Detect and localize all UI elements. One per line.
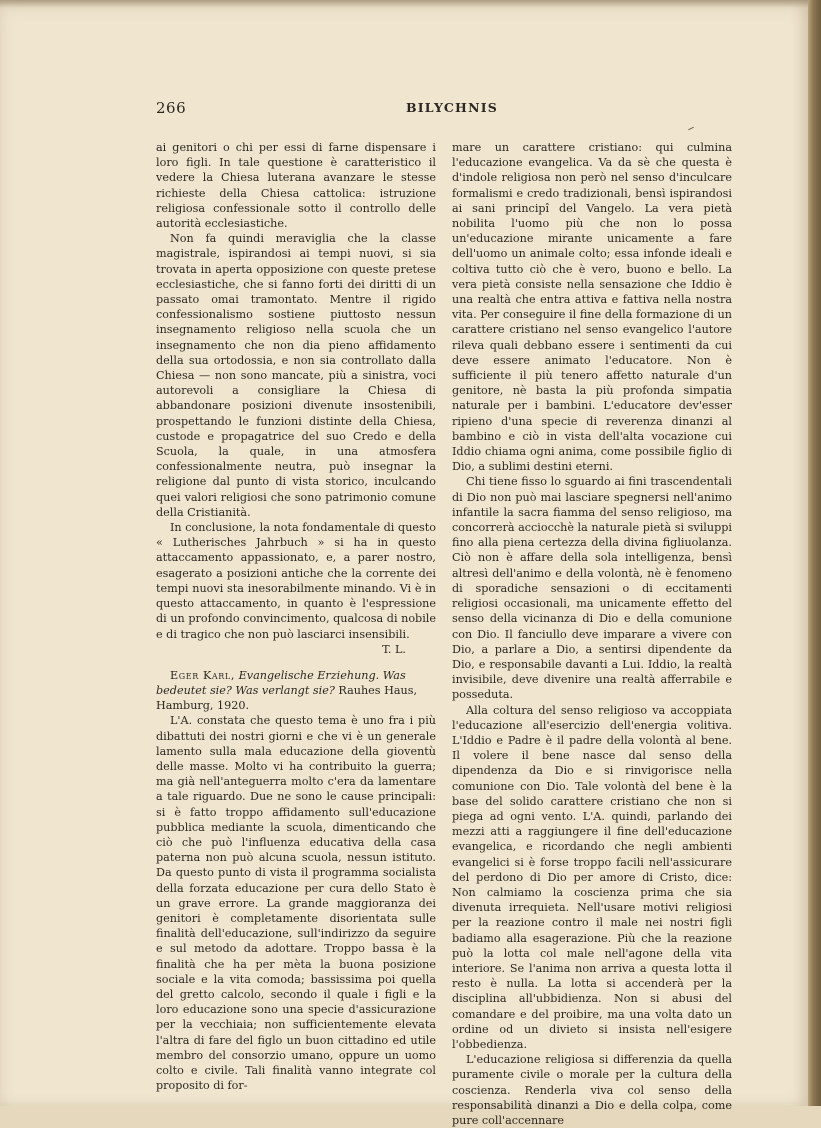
review-book-title: Evangelische Erziehung. Was bedeutet sie? Was verlangt sie? <box>156 668 406 697</box>
paragraph: Chi tiene fisso lo sguardo ai fini trascendentali di Dio non può mai lasciare spegnersi nell'animo infantile la sacra fiamma del senso religioso, ma concorrerà acciocchè la naturale pietà si sviluppi fino alla piena certezza della divina figliuolanza. Ciò non è affare della sola intelligenza, bensì altresì dell'animo e della volontà, nè è fenomeno di sporadiche sensazioni o di eccitamenti religiosi occasionali, ma unicamente effetto del senso della vicinanza di Dio e della comunione con Dio. Il fanciullo deve imparare a vivere con Dio, a parlare a Dio, a sentirsi dipendente da Dio, e responsabile davanti a Lui. Iddio, la realtà invisibile, deve divenire una realtà afferrabile e posseduta. <box>452 475 732 702</box>
paragraph: mare un carattere cristiano: qui culmina l'educazione evangelica. Va da sè che questa è d'indole religiosa non però nel senso d'inculcare formalismi e credo tradizionali, bensì ispirandosi ai sani principî del Vangelo. La vera pietà nobilita l'uomo più che non lo possa un'educazione mirante unicamente a fare dell'uomo un animale colto; essa infonde ideali e coltiva tutto ciò che è vero, buono e bello. La vera pietà consiste nella sensazione che Iddio è una realtà che entra attiva e fattiva nella nostra vita. Per conseguire il fine della formazione di un carattere cristiano nel senso evangelico l'autore rileva quali debbano essere i sentimenti da cui deve essere animato l'educatore. Non è sufficiente il più tenero affetto naturale d'un genitore, nè basta la più profonda simpatia naturale per i bambini. L'educatore dev'esser ripieno d'una specie di reverenza dinanzi al bambino e ciò in vista dell'alta vocazione cui Iddio chiama ogni anima, come possibile figlio di Dio, a sublimi destini eterni. <box>452 141 732 474</box>
journal-title: BILYCHNIS <box>406 100 498 115</box>
page-number: 266 <box>156 99 187 117</box>
page-top-shadow <box>0 0 808 8</box>
paragraph-text: In conclusione, la nota fondamentale di questo « Lutherisches Jahrbuch » si ha in questo attaccamento appassionato, e, a parer nostro, esagerato a posizioni antiche che la corrente dei tempi nuovi sta inesorabilmente minando. Vi è in questo attaccamento, in quanto è l'espressione di un profondo convincimento, qualcosa di nobile e di tragico che non può lasciarci insensibili. <box>156 521 436 641</box>
paragraph: L'A. constata che questo tema è uno fra i più dibattuti dei nostri giorni e che vi è un generale lamento sulla mala educazione della gioventù delle masse. Molto vi ha contribuito la guerra; ma già nell'anteguerra molto c'era da lamentare a tale riguardo. Due ne sono le cause principali: si è fatto troppo affidamento sull'educazione pubblica mediante la scuola, dimenticando che ciò che può l'influenza educativa della casa paterna non può alcuna scuola, nessun istituto. Da questo punto di vista il programma socialista della forzata educazione per cura dello Stato è un grave errore. La grande maggioranza dei genitori è completamente disorientata sulle finalità dell'educazione, sull'indirizzo da seguire e sul metodo da adottare. Troppo bassa è la finalità che ha per mèta la buona posizione sociale e la vita comoda; bassissima poi quella del gretto calcolo, secondo il quale i figli e la loro educazione sono una specie d'assicurazione per la vecchiaia; non sufficientemente elevata l'altra di fare del figlo un buon cittadino ed utile membro del consorzio umano, oppure un uomo colto e civile. Tali finalità vanno integrate col proposito di for- <box>156 714 436 1093</box>
pencil-mark <box>688 127 694 130</box>
signature: T. L. <box>382 642 406 656</box>
review-citation <box>156 668 436 714</box>
book-edge <box>808 0 821 1106</box>
paragraph: Non fa quindi meraviglia che la classe magistrale, ispirandosi ai tempi nuovi, si sia trovata in aperta opposizione con queste pretese ecclesiastiche, che si fanno forti dei diritti di un passato omai tramontato. Mentre il rigido confessionalismo sostiene piuttosto nessun insegnamento religioso nella scuola che un insegnamento che non dia pieno affidamento della sua ortodossia, e non sia controllato dalla Chiesa — non sono mancate, più a sinistra, voci autorevoli a consigliare la Chiesa di abbandonare posizioni divenute insostenibili, prospettando le funzioni distinte della Chiesa, custode e propagatrice del suo Credo e della Scuola, la quale, in una atmosfera confessionalmente neutra, può insegnar la religione dal punto di vista storico, inculcando quei valori religiosi che sono patrimonio comune della Cristianità. <box>156 232 436 519</box>
running-head <box>156 99 756 125</box>
paragraph <box>156 520 436 656</box>
paragraph: L'educazione religiosa si differenzia da quella puramente civile o morale per la cultura della coscienza. Renderla viva col senso della responsabilità dinanzi a Dio e della colpa, come pure coll'accennare <box>452 1053 732 1127</box>
right-column <box>452 140 732 1128</box>
review-publisher: Rauhes Haus, Hamburg, 1920. <box>156 683 417 713</box>
review-author: Eger Karl, <box>170 668 236 682</box>
paragraph: ai genitori o chi per essi di farne dispensare i loro figli. In tale questione è caratteristico il vedere la Chiesa luterana avanzare le stesse richieste della Chiesa cattolica: istruzione religiosa confessionale sotto il controllo delle autorità ecclesiastiche. <box>156 141 436 231</box>
paragraph: Alla coltura del senso religioso va accoppiata l'educazione all'esercizio dell'energia volitiva. L'Iddio e Padre è il padre della volontà al bene. Il volere il bene nasce dal senso della dipendenza da Dio e si rinvigorisce nella comunione con Dio. Tale volontà del bene è la base del solido carattere cristiano che non si piega ad ogni vento. L'A. quindi, parlando dei mezzi atti a raggiungere il fine dell'educazione evangelica, e ricordando che negli ambienti evangelici si è forse troppo facili nell'assicurare del perdono di Dio per amore di Cristo, dice: Non calmiamo la coscienza prima che sia divenuta irrequieta. Nell'usare motivi religiosi per la reazione contro il male nei nostri figli badiamo alla esagerazione. Più che la reazione può la lotta col male nell'agone della vita interiore. Se l'anima non arriva a questa lotta il resto è nulla. La lotta si accenderà per la disciplina all'ubbidienza. Non si abusi del comandare e del proibire, ma una volta dato un ordine od un divieto si insista nell'esigere l'obbedienza. <box>452 703 732 1051</box>
left-column <box>156 140 436 1093</box>
